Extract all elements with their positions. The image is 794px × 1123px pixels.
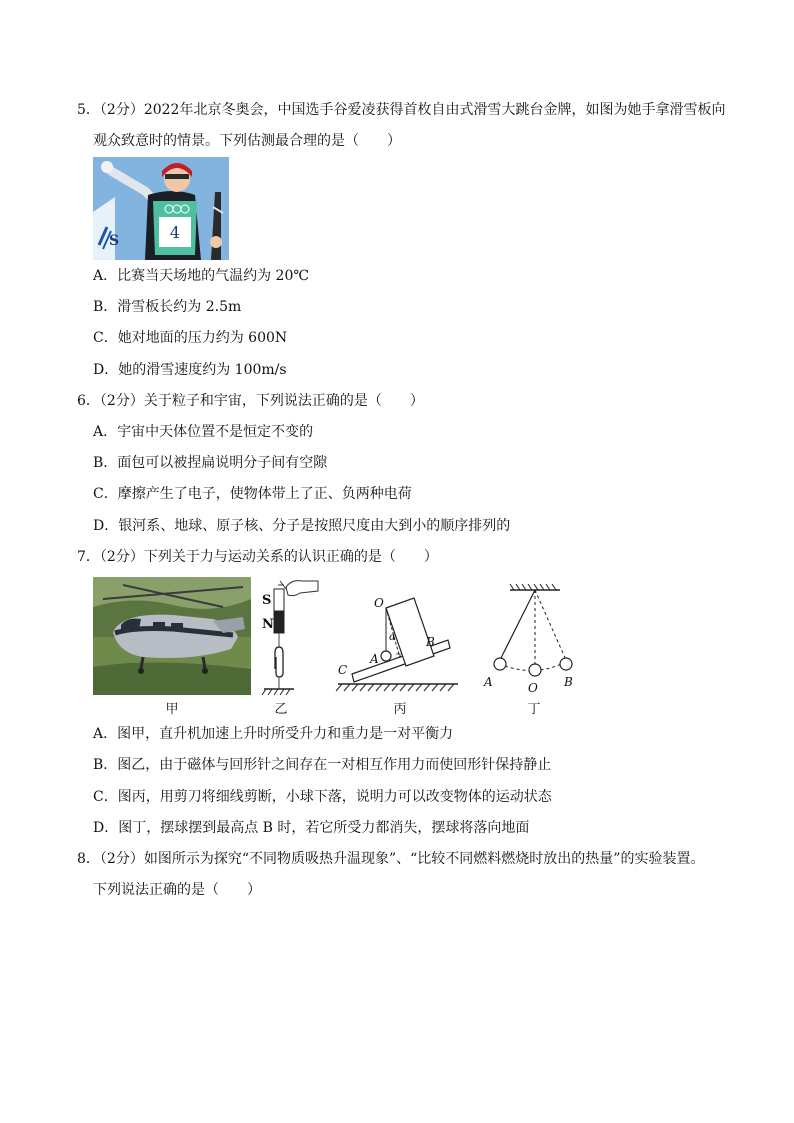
q7-stem-line1: 7．（2分）下列关于力与运动关系的认识正确的是（ ） (77, 549, 438, 565)
q7-option-a: A．图甲，直升机加速上升时所受升力和重力是一对平衡力 (93, 726, 454, 742)
q5-stem-line2: 观众致意时的情景。下列估测最合理的是（ ） (93, 133, 401, 149)
q6-option-d: D．银河系、地球、原子核、分子是按照尺度由大到小的顺序排列的 (93, 518, 511, 534)
q8-stem-line1: 8．（2分）如图所示为探究“不同物质吸热升温现象”、“比较不同燃料燃烧时放出的热量”的实验装置。 (77, 851, 705, 867)
q7-bing-label-alpha: α (389, 632, 396, 643)
q7-bing-label-o: O (374, 596, 384, 610)
q5-option-c: C．她对地面的压力约为 600N (93, 330, 288, 346)
q5-option-a: A．比赛当天场地的气温约为 20℃ (93, 268, 310, 284)
q6-option-c: C．摩擦产生了电子，使物体带上了正、负两种电荷 (93, 486, 412, 502)
q5-photo-logo-text: S (109, 233, 120, 249)
q7-bing-label-c: C (338, 663, 348, 677)
q7-ding-label-a: A (484, 675, 493, 689)
q8-stem-line2: 下列说法正确的是（ ） (93, 882, 261, 898)
q5-skier-photo (93, 157, 229, 260)
q7-option-c: C．图丙，用剪刀将细线剪断，小球下落，说明力可以改变物体的运动状态 (93, 789, 552, 805)
q7-ding-label-o: O (528, 681, 538, 695)
q5-photo-bib-number: 4 (169, 223, 181, 242)
q7-figure-jia-helicopter (93, 577, 251, 695)
q6-option-a: A．宇宙中天体位置不是恒定不变的 (93, 424, 314, 440)
q7-figure-bing-incline (334, 588, 464, 696)
q5-option-b: B．滑雪板长约为 2.5m (93, 299, 242, 315)
q7-yi-label-n: N (262, 617, 274, 632)
q7-ding-label-b: B (564, 675, 573, 689)
q7-caption-ding: 丁 (527, 702, 541, 717)
q5-option-d: D．她的滑雪速度约为 100m/s (93, 362, 287, 378)
q7-caption-bing: 丙 (393, 702, 407, 717)
q7-option-d: D．图丁，摆球摆到最高点 B 时，若它所受力都消失，摆球将落向地面 (93, 820, 530, 836)
q7-yi-label-s: S (262, 593, 272, 608)
q7-option-b: B．图乙，由于磁体与回形针之间存在一对相互作用力而使回形针保持静止 (93, 757, 552, 773)
q7-caption-yi: 乙 (274, 702, 288, 717)
q5-stem-line1: 5．（2分）2022年北京冬奥会，中国选手谷爱凌获得首枚自由式滑雪大跳台金牌，如图为她手拿滑雪板向 (77, 102, 726, 118)
q7-figure-yi-magnet (258, 577, 322, 699)
q7-bing-label-a: A (370, 652, 379, 666)
q7-caption-jia: 甲 (165, 702, 179, 717)
q7-figure-ding-pendulum (480, 584, 584, 696)
q7-bing-label-b: B (426, 635, 435, 649)
q6-option-b: B．面包可以被捏扁说明分子间有空隙 (93, 455, 328, 471)
q6-stem-line1: 6．（2分）关于粒子和宇宙，下列说法正确的是（ ） (77, 393, 424, 409)
